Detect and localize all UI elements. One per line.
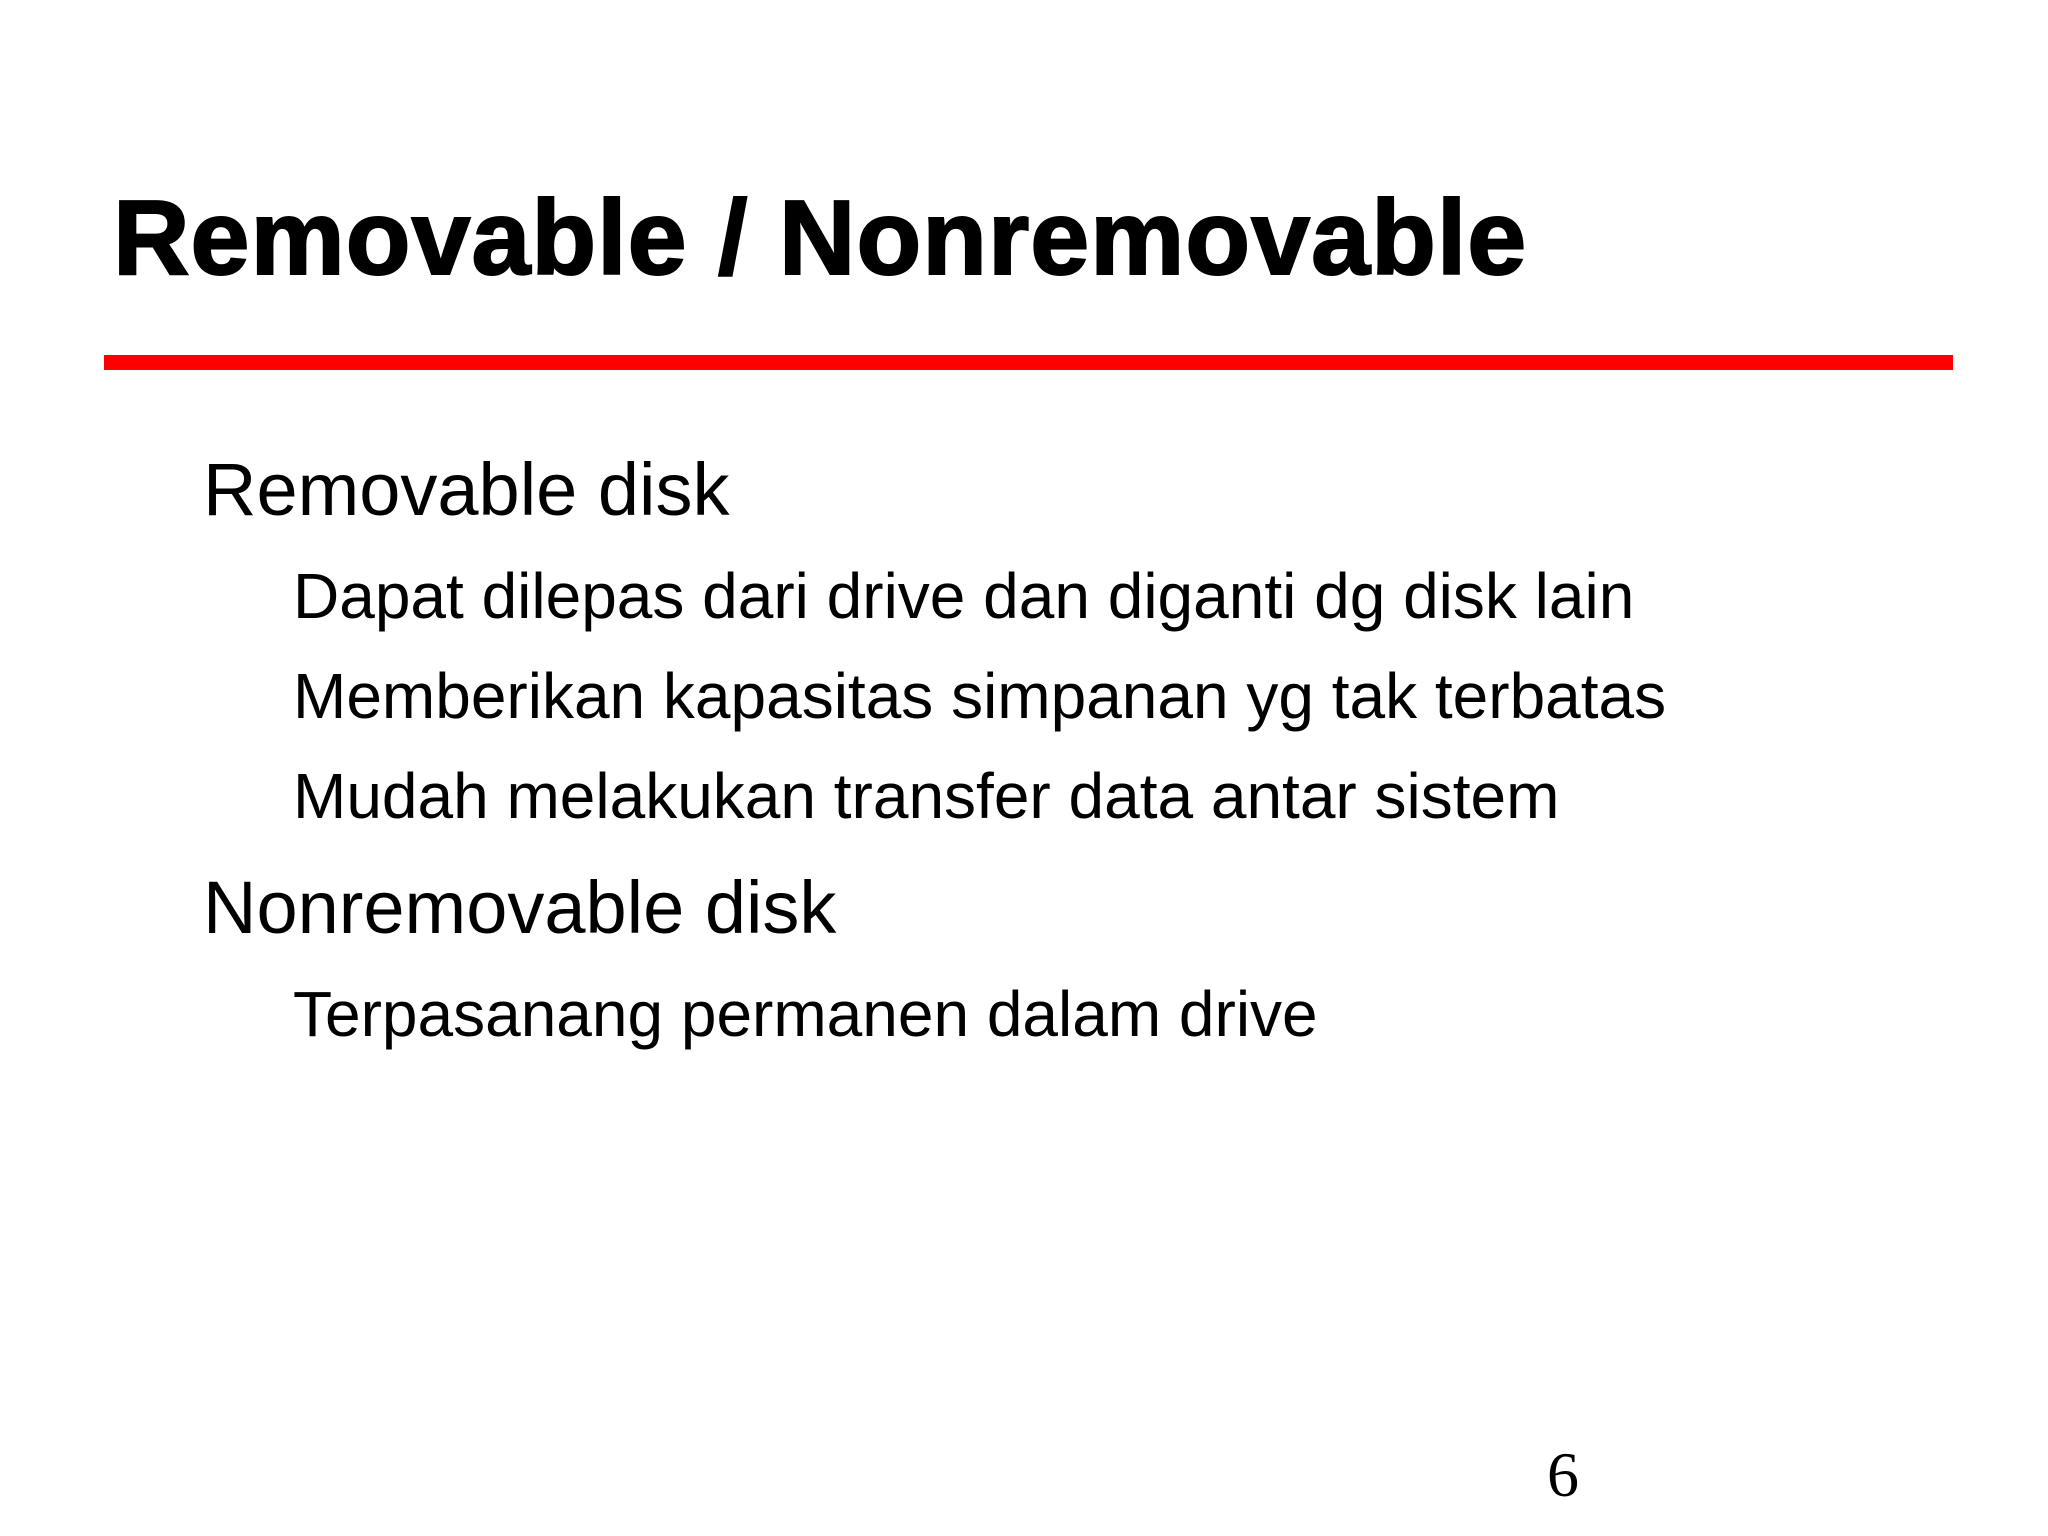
list-item: Memberikan kapasitas simpanan yg tak terbatas (293, 660, 1667, 732)
section-heading-nonremovable: Nonremovable disk (203, 866, 837, 949)
title-divider (104, 355, 1953, 370)
list-item: Dapat dilepas dari drive dan diganti dg disk lain (293, 560, 1635, 632)
page-number: 6 (1547, 1439, 1579, 1510)
slide-title: Removable / Nonremovable (113, 179, 1528, 297)
list-item: Terpasanang permanen dalam drive (293, 978, 1318, 1050)
section-heading-removable: Removable disk (203, 448, 730, 531)
list-item: Mudah melakukan transfer data antar sistem (293, 760, 1560, 832)
